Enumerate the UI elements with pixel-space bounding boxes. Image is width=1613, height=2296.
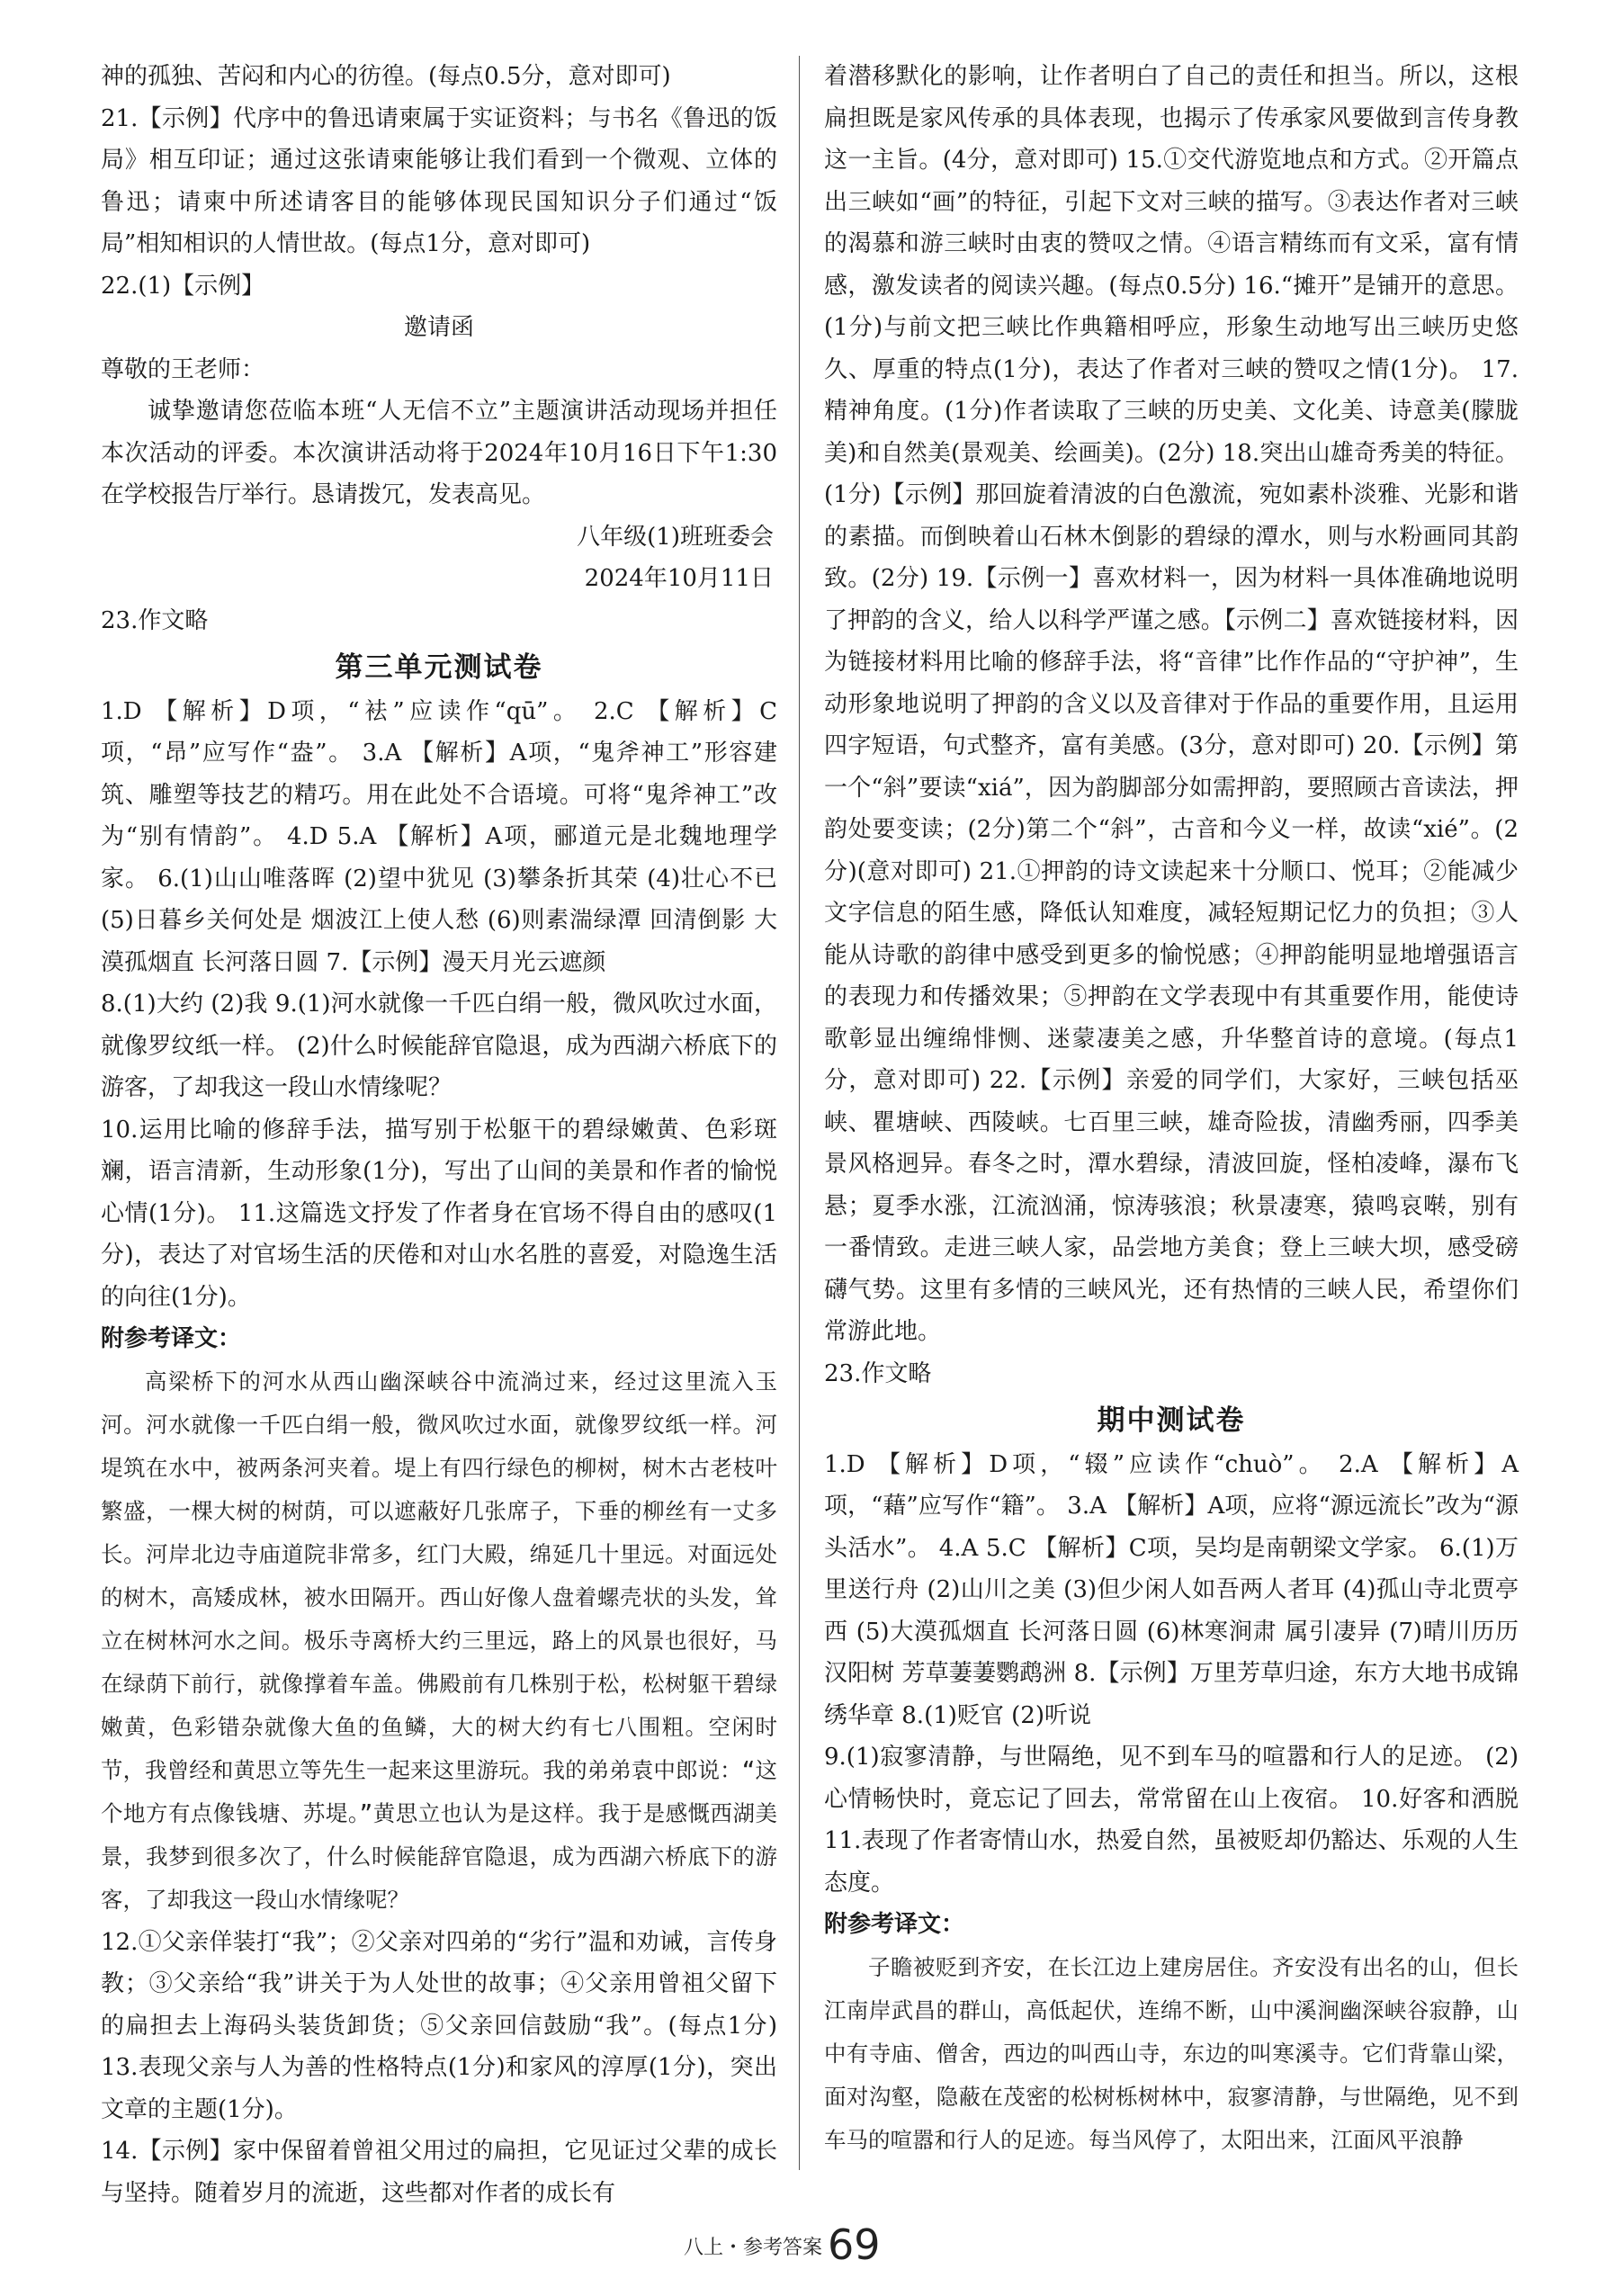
answers-8-9: 8.(1)大约 (2)我 9.(1)河水就像一千匹白绢一般，微风吹过水面，就像罗纹纸一样。 (2)什么时候能辞官隐退，成为西湖六桥底下的游客，了却我这一段山水情缘呢？ <box>101 991 777 1101</box>
invitation-greeting: 尊敬的王老师： <box>101 355 265 383</box>
midterm-answers-1-8: 1.D 【解析】D项，“辍”应读作“chuò”。 2.A 【解析】A项，“藉”应写作“籍”。 3.A 【解析】A项，应将“源远流长”改为“源头活水”。 4.A 5.C 【解析】C项，吴均是南朝梁文学家。 6.(1)万里送行舟 (2)山川之美 (3)但少闲人如吾两人者耳 (4)孤山寺北贾亭西 (5)大漠孤烟直 长河落日圆 (6)林寒涧肃 属引凄异 (7)晴川历历汉阳树 芳草萋萋鹦鹉洲 8.【示例】万里芳草归途，东方大地书成锦绣华章 8.(1)贬官 (2)听说 <box>824 1450 1519 1729</box>
answers-10-11: 10.运用比喻的修辞手法，描写别于松躯干的碧绿嫩黄、色彩斑斓，语言清新，生动形象(1分)，写出了山间的美景和作者的愉悦心情(1分)。 11.这篇选文抒发了作者身在官场不得自由的感叹(1分)，表达了对官场生活的厌倦和对山水名胜的喜爱，对隐逸生活的向往(1分)。 <box>101 1116 777 1311</box>
reference-translation-2: 子瞻被贬到齐安，在长江边上建房居住。齐安没有出名的山，但长江南岸武昌的群山，高低起伏，连绵不断，山中溪涧幽深峡谷寂静，山中有寺庙、僧舍，西边的叫西山寺，东边的叫寒溪寺。它们背靠山梁，面对沟壑，隐蔽在茂密的松树栎树林中，寂寥清静，与世隔绝，见不到车马的喧嚣和行人的足迹。每当风停了，太阳出来，江面风平浪静 <box>824 1953 1519 2153</box>
footer-label: 八上・参考答案 <box>684 2237 823 2259</box>
right-column <box>824 56 1519 2161</box>
answer-14: 14.【示例】家中保留着曾祖父用过的扁担，它见证过父辈的成长与坚持。随着岁月的流逝，这些都对作者的成长有 <box>101 2138 777 2207</box>
invitation-signature: 八年级(1)班班委会 <box>577 523 774 551</box>
page-number: 69 <box>828 2220 881 2269</box>
reference-translation-1: 高梁桥下的河水从西山幽深峡谷中流淌过来，经过这里流入玉河。河水就像一千匹白绢一般，微风吹过水面，就像罗纹纸一样。河堤筑在水中，被两条河夹着。堤上有四行绿色的柳树，树木古老枝叶繁盛，一棵大树的树荫，可以遮蔽好几张席子，下垂的柳丝有一丈多长。河岸北边寺庙道院非常多，红门大殿，绵延几十里远。对面远处的树木，高矮成林，被水田隔开。西山好像人盘着螺壳状的头发，耸立在树林河水之间。极乐寺离桥大约三里远，路上的风景也很好，马在绿荫下前行，就像撑着车盖。佛殿前有几株别于松，松树躯干碧绿嫩黄，色彩错杂就像大鱼的鱼鳞，大的树大约有七八围粗。空闲时节，我曾经和黄思立等先生一起来这里游玩。我的弟弟袁中郎说：“这个地方有点像钱塘、苏堤。”黄思立也认为是这样。我于是感慨西湖美景，我梦到很多次了，什么时候能辞官隐退，成为西湖六桥底下的游客，了却我这一段山水情缘呢？ <box>101 1368 777 1913</box>
page-footer <box>684 2220 972 2269</box>
answers-1-7: 1.D 【解析】D项，“袪”应读作“qū”。 2.C 【解析】C项，“昂”应写作“盎”。 3.A 【解析】A项，“鬼斧神工”形容建筑、雕塑等技艺的精巧。用在此处不合语境。可将“鬼斧神工”改为“别有情韵”。 4.D 5.A 【解析】A项，郦道元是北魏地理学家。 6.(1)山山唯落晖 (2)望中犹见 (3)攀条折其荣 (4)壮心不已 (5)日暮乡关何处是 烟波江上使人愁 (6)则素湍绿潭 回清倒影 大漠孤烟直 长河落日圆 7.【示例】漫天月光云遮颜 <box>101 697 777 976</box>
translation-label: 附参考译文： <box>101 1325 242 1352</box>
invitation-body: 诚挚邀请您莅临本班“人无信不立”主题演讲活动现场并担任本次活动的评委。本次演讲活动将于2024年10月16日下午1:30在学校报告厅举行。恳请拨冗，发表高见。 <box>101 398 777 508</box>
section-title-unit3: 第三单元测试卷 <box>335 651 543 684</box>
answers-12-13: 12.①父亲佯装打“我”；②父亲对四弟的“劣行”温和劝诫，言传身教；③父亲给“我”讲关于为人处世的故事；④父亲用曾祖父留下的扁担去上海码头装货卸货；⑤父亲回信鼓励“我”。(每点1分) 13.表现父亲与人为善的性格特点(1分)和家风的淳厚(1分)，突出文章的主题(1分)。 <box>101 1928 777 2123</box>
answer-21: 21.【示例】代序中的鲁迅请柬属于实证资料；与书名《鲁迅的饭局》相互印证；通过这张请柬能够让我们看到一个微观、立体的鲁迅；请柬中所述请客目的能够体现民国知识分子们通过“饭局”相知相识的人情世故。(每点1分，意对即可) <box>101 104 777 257</box>
column-divider <box>799 56 800 2170</box>
answers-14-22: 着潜移默化的影响，让作者明白了自己的责任和担当。所以，这根扁担既是家风传承的具体表现，也揭示了传承家风要做到言传身教这一主旨。(4分，意对即可) 15.①交代游览地点和方式。②开篇点出三峡如“画”的特征，引起下文对三峡的描写。③表达作者对三峡的渴慕和游三峡时由衷的赞叹之情。④语言精练而有文采，富有情感，激发读者的阅读兴趣。(每点0.5分) 16.“摊开”是铺开的意思。(1分)与前文把三峡比作典籍相呼应，形象生动地写出三峡历史悠久、厚重的特点(1分)，表达了作者对三峡的赞叹之情(1分)。 17.精神角度。(1分)作者读取了三峡的历史美、文化美、诗意美(朦胧美)和自然美(景观美、绘画美)。(2分) 18.突出山雄奇秀美的特征。(1分)【示例】那回旋着清波的白色激流，宛如素朴淡雅、光影和谐的素描。而倒映着山石林木倒影的碧绿的潭水，则与水粉画同其韵致。(2分) 19.【示例一】喜欢材料一，因为材料一具体准确地说明了押韵的含义，给人以科学严谨之感。【示例二】喜欢链接材料，因为链接材料用比喻的修辞手法，将“音律”比作作品的“守护神”，生动形象地说明了押韵的含义以及音律对于作品的重要作用，且运用四字短语，句式整齐，富有美感。(3分，意对即可) 20.【示例】第一个“斜”要读“xiá”，因为韵脚部分如需押韵，要照顾古音读法，押韵处要变读；(2分)第二个“斜”，古音和今义一样，故读“xié”。(2分)(意对即可) 21.①押韵的诗文读起来十分顺口、悦耳；②能减少文字信息的陌生感，降低认知难度，减轻短期记忆力的负担；③人能从诗歌的韵律中感受到更多的愉悦感；④押韵能明显地增强语言的表现力和传播效果；⑤押韵在文学表现中有其重要作用，能使诗歌彰显出缠绵悱恻、迷蒙凄美之感，升华整首诗的意境。(每点1分，意对即可) 22.【示例】亲爱的同学们，大家好，三峡包括巫峡、瞿塘峡、西陵峡。七百里三峡，雄奇险拔，清幽秀丽，四季美景风格迥异。春冬之时，潭水碧绿，清波回旋，怪柏凌峰，瀑布飞悬；夏季水涨，江流汹涌，惊涛骇浪；秋景凄寒，猿鸣哀啭，别有一番情致。走进三峡人家，品尝地方美食；登上三峡大坝，感受磅礴气势。这里有多情的三峡风光，还有热情的三峡人民，希望你们常游此地。 <box>824 63 1519 1345</box>
translation-label-2: 附参考译文： <box>824 1911 965 1938</box>
section-title-midterm: 期中测试卷 <box>1097 1404 1246 1437</box>
answer-23-right: 23.作文略 <box>824 1359 932 1387</box>
midterm-answers-9-11: 9.(1)寂寥清静，与世隔绝，见不到车马的喧嚣和行人的足迹。 (2)心情畅快时，竟忘记了回去，常常留在山上夜宿。 10.好客和洒脱 11.表现了作者寄情山水，热爱自然，虽被贬却仍豁达、乐观的人生态度。 <box>824 1744 1519 1897</box>
answer-20-tail: 神的孤独、苦闷和内心的彷徨。(每点0.5分，意对即可) <box>101 63 671 90</box>
answer-23: 23.作文略 <box>101 606 209 634</box>
invitation-title: 邀请函 <box>403 314 474 341</box>
invitation-date: 2024年10月11日 <box>584 565 774 592</box>
left-column <box>101 56 777 2207</box>
answer-22: 22.(1)【示例】 <box>101 272 265 300</box>
